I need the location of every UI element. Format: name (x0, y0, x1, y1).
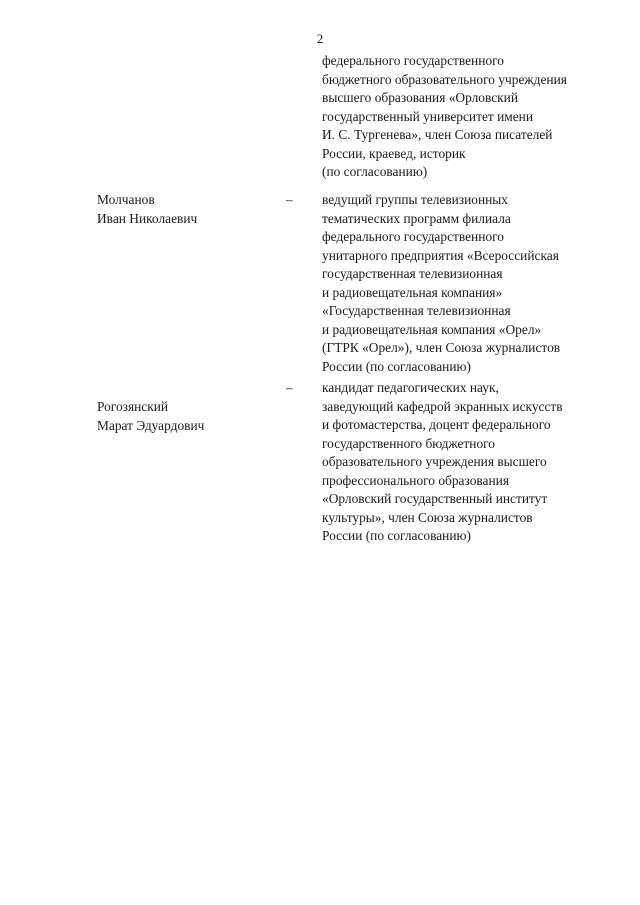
description-line: «Орловский государственный институт (322, 491, 548, 506)
description-line: заведующий кафедрой экранных искусств (322, 398, 563, 414)
continuation-description (322, 52, 612, 182)
description-line: высшего образования «Орловский (322, 90, 518, 105)
member-name (97, 191, 277, 228)
description-line: кандидат педагогических наук, (322, 380, 499, 395)
description-line: России (по согласованию) (322, 358, 471, 374)
dash-separator: – (286, 192, 293, 207)
member-name (97, 398, 277, 435)
description-line: (ГТРК «Орел»), член Союза журналистов (322, 340, 561, 355)
member-given-names: Иван Николаевич (97, 210, 198, 226)
description-line: культуры», член Союза журналистов (322, 509, 533, 525)
description-line: государственного бюджетного (322, 435, 496, 451)
description-line: «Государственная телевизионная (322, 303, 511, 318)
description-line: и радиовещательная компания» (322, 284, 503, 300)
description-line: федерального государственного (322, 53, 504, 68)
dash-separator: – (286, 380, 293, 395)
member-surname: Рогозянский (97, 399, 169, 414)
member-description (322, 191, 612, 376)
description-line: и фотомастерства, доцент федерального (322, 417, 551, 432)
description-line: и радиовещательная компания «Орел» (322, 321, 542, 337)
member-surname: Молчанов (97, 192, 155, 207)
description-line: государственная телевизионная (322, 266, 503, 281)
member-given-names: Марат Эдуардович (97, 417, 205, 433)
description-line: образовательного учреждения высшего (322, 454, 547, 469)
description-line: России, краевед, историк (322, 145, 466, 161)
description-line: бюджетного образовательного учреждения (322, 71, 567, 87)
description-line: унитарного предприятия «Всероссийская (322, 247, 559, 263)
description-line: ведущий группы телевизионных (322, 192, 508, 207)
description-line: федерального государственного (322, 229, 504, 244)
description-line: России (по согласованию) (322, 528, 471, 543)
description-line: государственный университет имени (322, 108, 534, 124)
description-line: тематических программ филиала (322, 210, 511, 226)
member-description (322, 379, 612, 546)
description-line: И. С. Тургенева», член Союза писателей (322, 127, 553, 142)
page-number: 2 (316, 31, 324, 46)
description-line: профессионального образования (322, 472, 509, 488)
description-line: (по согласованию) (322, 164, 428, 179)
